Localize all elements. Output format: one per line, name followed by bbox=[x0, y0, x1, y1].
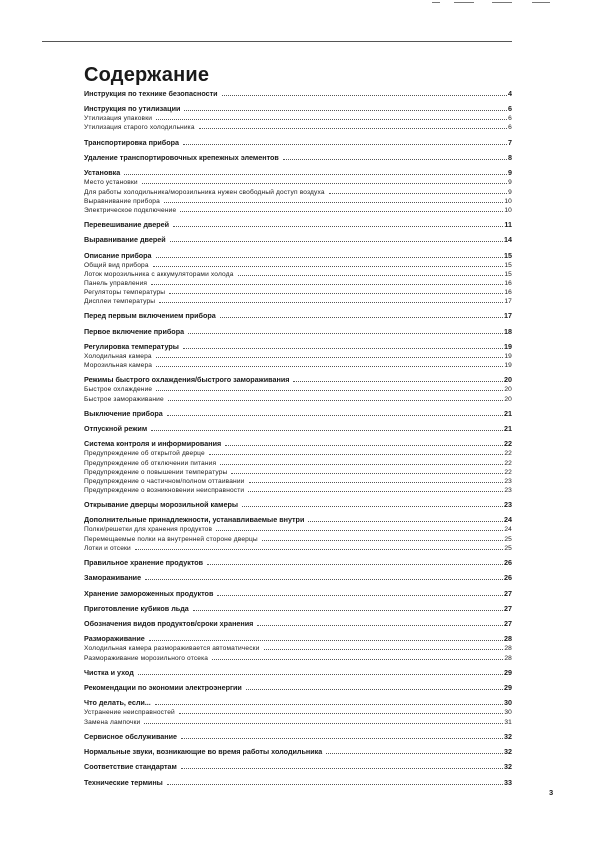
toc-page-number: 4 bbox=[508, 89, 512, 98]
toc-section bbox=[84, 589, 512, 598]
toc-entry-title: Дисплеи температуры bbox=[84, 298, 156, 305]
toc-section bbox=[84, 500, 512, 509]
toc-heading[interactable] bbox=[84, 138, 512, 147]
dot-leader bbox=[151, 278, 503, 285]
scan-marks bbox=[432, 0, 562, 6]
toc-entry-title: Соответствие стандартам bbox=[84, 762, 177, 772]
toc-entry-title: Панель управления bbox=[84, 279, 148, 287]
toc-section bbox=[84, 375, 512, 402]
toc-heading[interactable] bbox=[84, 558, 512, 567]
toc-subitem[interactable] bbox=[84, 196, 512, 205]
dot-leader bbox=[225, 439, 503, 446]
dot-leader bbox=[220, 311, 503, 318]
toc-page-number: 32 bbox=[504, 762, 512, 772]
toc-page-number: 28 bbox=[504, 654, 512, 662]
toc-heading[interactable] bbox=[84, 515, 512, 524]
toc-entry-title: Размораживание морозильного отсека bbox=[84, 654, 209, 662]
toc-subitem[interactable] bbox=[84, 717, 512, 726]
dot-leader bbox=[184, 104, 507, 111]
toc-page-number: 6 bbox=[508, 124, 512, 132]
toc-section bbox=[84, 634, 512, 661]
toc-heading[interactable] bbox=[84, 153, 512, 162]
toc-entry-title: Описание прибора bbox=[84, 250, 152, 260]
toc-section bbox=[84, 138, 512, 147]
dot-leader bbox=[144, 717, 503, 724]
toc-heading[interactable] bbox=[84, 500, 512, 509]
dot-leader bbox=[145, 573, 503, 580]
toc-heading[interactable] bbox=[84, 683, 512, 692]
dot-leader bbox=[153, 260, 504, 267]
dot-leader bbox=[248, 485, 503, 492]
toc-section bbox=[84, 409, 512, 418]
toc-heading[interactable] bbox=[84, 409, 512, 418]
toc-section bbox=[84, 668, 512, 677]
toc-page-number: 21 bbox=[504, 424, 512, 434]
toc-entry-title: Утилизация старого холодильника bbox=[84, 124, 195, 132]
toc-subitem[interactable] bbox=[84, 458, 512, 467]
toc-entry-title: Что делать, если... bbox=[84, 698, 151, 708]
toc-heading[interactable] bbox=[84, 698, 512, 707]
toc-page-number: 22 bbox=[504, 459, 512, 467]
toc-subitem[interactable] bbox=[84, 653, 512, 662]
toc-entry-title: Перед первым включением прибора bbox=[84, 311, 216, 321]
toc-entry-title: Открывание дверцы морозильной камеры bbox=[84, 500, 238, 510]
toc-page-number: 15 bbox=[504, 270, 512, 278]
dot-leader bbox=[257, 619, 503, 626]
dot-leader bbox=[207, 558, 503, 565]
toc-entry-title: Установка bbox=[84, 168, 121, 178]
toc-page-number: 30 bbox=[504, 698, 512, 708]
toc-subitem[interactable] bbox=[84, 394, 512, 403]
dot-leader bbox=[138, 668, 503, 675]
dot-leader bbox=[249, 476, 504, 483]
toc-entry-title: Регуляторы температуры bbox=[84, 288, 166, 296]
dot-leader bbox=[156, 113, 507, 120]
dot-leader bbox=[169, 287, 503, 294]
toc-entry-title: Хранение замороженных продуктов bbox=[84, 588, 214, 598]
toc-subitem[interactable] bbox=[84, 543, 512, 552]
toc-page-number: 20 bbox=[504, 386, 512, 394]
toc-subitem[interactable] bbox=[84, 524, 512, 533]
dot-leader bbox=[159, 296, 503, 303]
toc-page-number: 29 bbox=[504, 683, 512, 693]
toc-section bbox=[84, 732, 512, 741]
dot-leader bbox=[181, 762, 503, 769]
dot-leader bbox=[308, 515, 503, 522]
toc-heading[interactable] bbox=[84, 619, 512, 628]
dot-leader bbox=[170, 235, 503, 242]
toc-entry-title: Предупреждение о повышении температуры bbox=[84, 468, 228, 476]
toc-heading[interactable] bbox=[84, 235, 512, 244]
toc-entry-title: Холодильная камера bbox=[84, 352, 152, 360]
dot-leader bbox=[124, 168, 507, 175]
dot-leader bbox=[283, 153, 507, 160]
toc-subitem[interactable] bbox=[84, 205, 512, 214]
toc-entry-title: Лотки и отсеки bbox=[84, 544, 131, 552]
toc-entry-title: Система контроля и информирования bbox=[84, 439, 222, 449]
toc-page-number: 17 bbox=[504, 298, 512, 305]
toc-entry-title: Технические термины bbox=[84, 777, 163, 787]
toc-entry-title: Нормальные звуки, возникающие во время работы холодильника bbox=[84, 747, 323, 757]
toc-page-number: 6 bbox=[508, 115, 512, 123]
toc-section bbox=[84, 424, 512, 433]
page-number: 3 bbox=[549, 788, 554, 797]
toc-entry-title: Морозильная камера bbox=[84, 362, 153, 370]
toc-entry-title: Замена лампочки bbox=[84, 718, 141, 726]
toc-entry-title: Отпускной режим bbox=[84, 424, 148, 434]
toc-section bbox=[84, 762, 512, 771]
toc-entry-title: Обозначения видов продуктов/сроки хранения bbox=[84, 619, 254, 629]
toc-section bbox=[84, 342, 512, 369]
toc-page-number: 22 bbox=[504, 439, 512, 449]
dot-leader bbox=[167, 778, 503, 785]
toc-page-number: 25 bbox=[504, 535, 512, 543]
toc-page-number: 16 bbox=[504, 288, 512, 296]
toc-entry-title: Режимы быстрого охлаждения/быстрого замораживания bbox=[84, 375, 290, 385]
toc-page-number: 28 bbox=[504, 634, 512, 644]
toc-entry-title: Для работы холодильника/морозильника нужен свободный доступ воздуха bbox=[84, 188, 325, 196]
dot-leader bbox=[183, 138, 507, 145]
toc-heading[interactable] bbox=[84, 762, 512, 771]
toc-subitem[interactable] bbox=[84, 122, 512, 131]
toc-page-number: 27 bbox=[504, 588, 512, 598]
dot-leader bbox=[293, 375, 503, 382]
toc-entry-title: Рекомендации по экономии электроэнергии bbox=[84, 683, 242, 693]
toc-page-number: 19 bbox=[504, 352, 512, 360]
toc-entry-title: Правильное хранение продуктов bbox=[84, 557, 204, 567]
toc-page-number: 20 bbox=[504, 375, 512, 385]
dot-leader bbox=[155, 698, 503, 705]
toc-entry-title: Предупреждение об отключении питания bbox=[84, 459, 217, 467]
toc-section bbox=[84, 573, 512, 582]
toc-subitem[interactable] bbox=[84, 296, 512, 305]
toc-entry-title: Быстрое охлаждение bbox=[84, 386, 153, 394]
toc-page-number: 6 bbox=[508, 104, 512, 114]
toc-page-number: 7 bbox=[508, 137, 512, 147]
dot-leader bbox=[149, 634, 503, 641]
toc-entry-title: Размораживание bbox=[84, 634, 145, 644]
toc-heading[interactable] bbox=[84, 424, 512, 433]
toc-entry-title: Предупреждение о частичном/полном оттаивании bbox=[84, 477, 245, 485]
toc-page-number: 19 bbox=[504, 362, 512, 370]
dot-leader bbox=[220, 458, 503, 465]
toc-section bbox=[84, 698, 512, 725]
dot-leader bbox=[167, 409, 503, 416]
dot-leader bbox=[231, 467, 503, 474]
dot-leader bbox=[329, 187, 507, 194]
toc-heading[interactable] bbox=[84, 104, 512, 113]
toc-entry-title: Перевешивание дверей bbox=[84, 219, 170, 229]
toc-subitem[interactable] bbox=[84, 113, 512, 122]
dot-leader bbox=[142, 177, 507, 184]
toc-entry-title: Первое включение прибора bbox=[84, 326, 185, 336]
dot-leader bbox=[179, 707, 503, 714]
toc-page-number: 21 bbox=[504, 408, 512, 418]
toc-section bbox=[84, 168, 512, 213]
toc-page-number: 23 bbox=[504, 500, 512, 510]
toc-section bbox=[84, 439, 512, 494]
toc-entry-title: Предупреждение о возникновении неисправности bbox=[84, 486, 245, 494]
toc-page-number: 11 bbox=[504, 219, 512, 229]
dot-leader bbox=[156, 351, 504, 358]
toc-entry-title: Перемещаемые полки на внутренней стороне дверцы bbox=[84, 535, 258, 543]
toc-page-number: 26 bbox=[504, 557, 512, 567]
toc-entry-title: Дополнительные принадлежности, устанавливаемые внутри bbox=[84, 515, 305, 525]
toc-page-number: 30 bbox=[504, 709, 512, 717]
dot-leader bbox=[209, 448, 504, 455]
toc-entry-title: Сервисное обслуживание bbox=[84, 731, 178, 741]
toc-page-number: 17 bbox=[504, 311, 512, 321]
toc-section bbox=[84, 327, 512, 336]
toc-heading[interactable] bbox=[84, 778, 512, 787]
toc-page-number: 22 bbox=[504, 450, 512, 458]
dot-leader bbox=[164, 196, 503, 203]
dot-leader bbox=[246, 683, 503, 690]
toc-subitem[interactable] bbox=[84, 187, 512, 196]
toc-subitem[interactable] bbox=[84, 643, 512, 652]
top-rule bbox=[42, 41, 512, 42]
toc-entry-title: Устранение неисправностей bbox=[84, 709, 175, 717]
toc-page-number: 8 bbox=[508, 153, 512, 163]
toc-subitem[interactable] bbox=[84, 278, 512, 287]
dot-leader bbox=[151, 424, 503, 431]
dot-leader bbox=[180, 205, 503, 212]
toc-section bbox=[84, 747, 512, 756]
toc-subitem[interactable] bbox=[84, 707, 512, 716]
toc-heading[interactable] bbox=[84, 251, 512, 260]
toc-heading[interactable] bbox=[84, 168, 512, 177]
toc-heading[interactable] bbox=[84, 589, 512, 598]
toc-entry-title: Выравнивание дверей bbox=[84, 235, 166, 245]
toc-section bbox=[84, 778, 512, 787]
toc-entry-title: Полки/решетки для хранения продуктов bbox=[84, 526, 213, 534]
toc-section bbox=[84, 104, 512, 131]
dot-leader bbox=[199, 122, 508, 129]
toc-subitem[interactable] bbox=[84, 177, 512, 186]
dot-leader bbox=[238, 269, 504, 276]
toc-section bbox=[84, 683, 512, 692]
dot-leader bbox=[216, 524, 503, 531]
toc-page-number: 32 bbox=[504, 747, 512, 757]
toc-section bbox=[84, 558, 512, 567]
toc-page-number: 25 bbox=[504, 544, 512, 552]
toc-section bbox=[84, 251, 512, 306]
toc-page-number: 23 bbox=[504, 477, 512, 485]
dot-leader bbox=[181, 732, 503, 739]
toc-entry-title: Инструкция по технике безопасности bbox=[84, 89, 218, 98]
dot-leader bbox=[262, 534, 504, 541]
toc-heading[interactable] bbox=[84, 311, 512, 320]
toc-page-number: 23 bbox=[504, 486, 512, 494]
dot-leader bbox=[264, 643, 504, 650]
toc-page-number: 14 bbox=[504, 235, 512, 245]
toc-page-number: 9 bbox=[508, 168, 512, 178]
toc-page-number: 27 bbox=[504, 603, 512, 613]
dot-leader bbox=[156, 384, 503, 391]
toc-section bbox=[84, 89, 512, 98]
toc-heading[interactable] bbox=[84, 439, 512, 448]
toc-subitem[interactable] bbox=[84, 384, 512, 393]
dot-leader bbox=[217, 589, 503, 596]
toc-page-number: 24 bbox=[504, 515, 512, 525]
toc-subitem[interactable] bbox=[84, 269, 512, 278]
toc-page-number: 9 bbox=[508, 179, 512, 187]
toc-subitem[interactable] bbox=[84, 260, 512, 269]
toc-entry-title: Утилизация упаковки bbox=[84, 115, 153, 123]
toc-heading[interactable] bbox=[84, 327, 512, 336]
toc-subitem[interactable] bbox=[84, 351, 512, 360]
toc-page-number: 22 bbox=[504, 468, 512, 476]
toc-entry-title: Чистка и уход bbox=[84, 667, 134, 677]
toc-entry-title: Регулировка температуры bbox=[84, 341, 179, 351]
toc-page-number: 31 bbox=[504, 718, 512, 726]
toc-entry-title: Выключение прибора bbox=[84, 408, 163, 418]
dot-leader bbox=[168, 394, 504, 401]
dot-leader bbox=[188, 327, 503, 334]
toc-entry-title: Общий вид прибора bbox=[84, 261, 149, 269]
toc-subitem[interactable] bbox=[84, 485, 512, 494]
toc-page-number: 18 bbox=[504, 326, 512, 336]
toc-page-number: 24 bbox=[504, 526, 512, 534]
toc-page-number: 20 bbox=[504, 395, 512, 403]
toc-heading[interactable] bbox=[84, 573, 512, 582]
toc-page-number: 15 bbox=[504, 261, 512, 269]
page-title: Содержание bbox=[84, 64, 210, 86]
toc-heading[interactable] bbox=[84, 747, 512, 756]
toc-page-number: 33 bbox=[504, 777, 512, 787]
toc-page-number: 32 bbox=[504, 731, 512, 741]
dot-leader bbox=[135, 543, 503, 550]
toc-page-number: 10 bbox=[504, 206, 512, 214]
dot-leader bbox=[193, 604, 503, 611]
dot-leader bbox=[212, 653, 503, 660]
toc-page-number: 16 bbox=[504, 279, 512, 287]
toc-subitem[interactable] bbox=[84, 534, 512, 543]
toc-entry-title: Транспортировка прибора bbox=[84, 137, 179, 147]
toc-entry-title: Инструкция по утилизации bbox=[84, 104, 181, 114]
toc-heading[interactable] bbox=[84, 634, 512, 643]
toc-heading[interactable] bbox=[84, 89, 512, 98]
toc-subitem[interactable] bbox=[84, 448, 512, 457]
toc-page-number: 27 bbox=[504, 619, 512, 629]
toc-heading[interactable] bbox=[84, 220, 512, 229]
dot-leader bbox=[242, 500, 503, 507]
toc-page-number: 26 bbox=[504, 573, 512, 583]
toc-heading[interactable] bbox=[84, 342, 512, 351]
toc-page-number: 19 bbox=[504, 341, 512, 351]
toc-entry-title: Приготовление кубиков льда bbox=[84, 603, 189, 613]
dot-leader bbox=[326, 747, 503, 754]
toc-entry-title: Место установки bbox=[84, 179, 138, 187]
toc-page-number: 29 bbox=[504, 667, 512, 677]
toc-subitem[interactable] bbox=[84, 360, 512, 369]
toc-entry-title: Лоток морозильника с аккумуляторами холода bbox=[84, 270, 234, 278]
dot-leader bbox=[156, 251, 503, 258]
dot-leader bbox=[183, 342, 503, 349]
toc-entry-title: Электрическое подключение bbox=[84, 206, 177, 214]
toc-heading[interactable] bbox=[84, 668, 512, 677]
toc-page-number: 10 bbox=[504, 197, 512, 205]
toc-page-number: 9 bbox=[508, 188, 512, 196]
toc-subitem[interactable] bbox=[84, 287, 512, 296]
toc-entry-title: Холодильная камера размораживается автоматически bbox=[84, 645, 260, 653]
toc-page-number: 28 bbox=[504, 645, 512, 653]
table-of-contents bbox=[84, 89, 512, 793]
toc-heading[interactable] bbox=[84, 604, 512, 613]
dot-leader bbox=[156, 360, 503, 367]
toc-section bbox=[84, 619, 512, 628]
toc-heading[interactable] bbox=[84, 732, 512, 741]
toc-entry-title: Предупреждение об открытой дверце bbox=[84, 450, 205, 458]
dot-leader bbox=[222, 89, 507, 96]
toc-page-number: 15 bbox=[504, 250, 512, 260]
toc-entry-title: Быстрое замораживание bbox=[84, 395, 164, 403]
toc-section bbox=[84, 604, 512, 613]
toc-subitem[interactable] bbox=[84, 476, 512, 485]
toc-section bbox=[84, 515, 512, 551]
toc-entry-title: Удаление транспортировочных крепежных элементов bbox=[84, 153, 279, 163]
toc-heading[interactable] bbox=[84, 375, 512, 384]
toc-subitem[interactable] bbox=[84, 467, 512, 476]
toc-entry-title: Замораживание bbox=[84, 573, 142, 583]
toc-section bbox=[84, 153, 512, 162]
toc-section bbox=[84, 220, 512, 229]
toc-section bbox=[84, 311, 512, 320]
dot-leader bbox=[173, 220, 503, 227]
toc-entry-title: Выравнивание прибора bbox=[84, 197, 160, 205]
toc-section bbox=[84, 235, 512, 244]
